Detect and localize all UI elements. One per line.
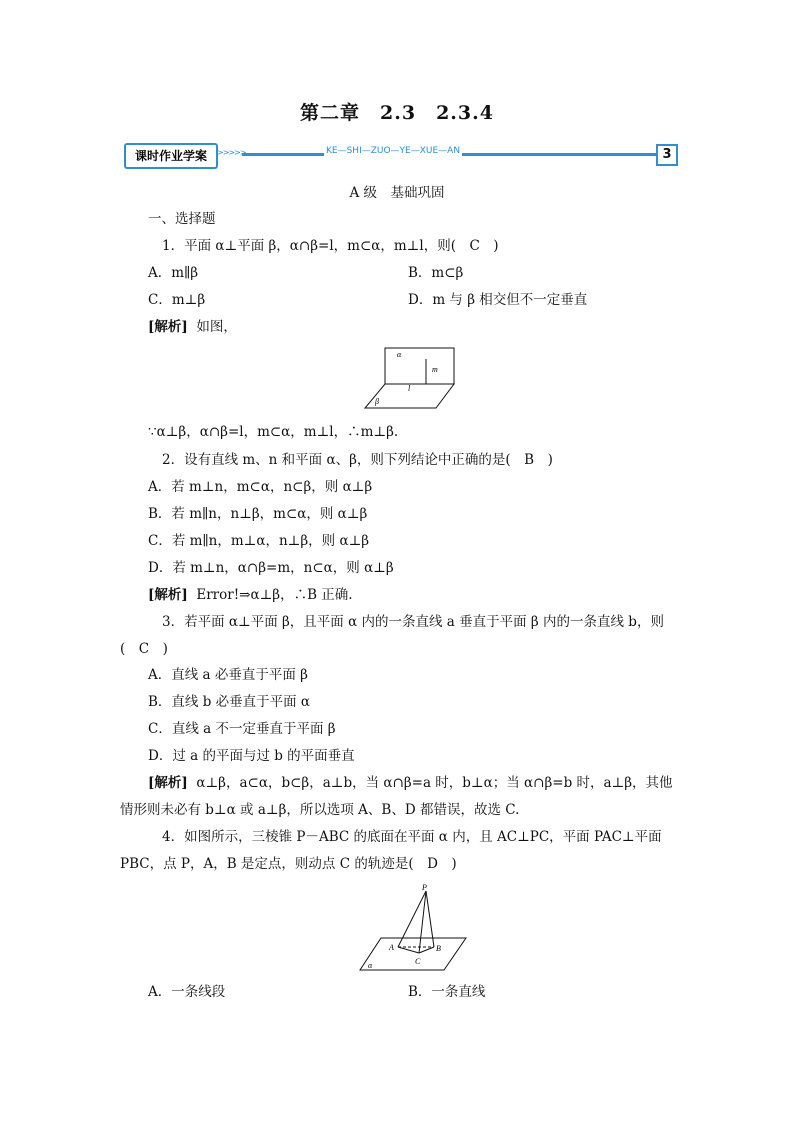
analysis-tag: [解析] bbox=[148, 775, 188, 791]
q1-figure bbox=[360, 345, 480, 411]
banner-label: 课时作业学案 bbox=[124, 143, 218, 169]
section-banner bbox=[124, 140, 680, 170]
q3-analysis-line2: 情形则未必有 b⊥α 或 a⊥β，所以选项 A、B、D 都错误，故选 C. bbox=[120, 802, 520, 818]
q3-option-c: C．直线 a 不一定垂直于平面 β bbox=[148, 721, 336, 737]
q3-option-a: A．直线 a 必垂直于平面 β bbox=[148, 667, 308, 683]
fig-label-c: C bbox=[415, 957, 421, 966]
q1-option-b: B．m⊂β bbox=[408, 265, 464, 281]
q1-option-a: A．m∥β bbox=[148, 265, 199, 281]
fig-label-m: m bbox=[432, 365, 438, 374]
q4-stem-line2: PBC，点 P，A，B 是定点，则动点 C 的轨迹是( D ) bbox=[120, 856, 457, 872]
q4-option-b: B．一条直线 bbox=[408, 984, 486, 1000]
q4-figure bbox=[356, 880, 468, 974]
analysis-tag: [解析] bbox=[148, 587, 188, 603]
q1-option-d: D．m 与 β 相交但不一定垂直 bbox=[408, 292, 588, 308]
q3-option-d: D．过 a 的平面与过 b 的平面垂直 bbox=[148, 748, 355, 764]
analysis-text: 如图， bbox=[196, 319, 237, 335]
level-heading: A 级 基础巩固 bbox=[349, 185, 445, 201]
q1-option-c: C．m⊥β bbox=[148, 292, 206, 308]
fig-label-p: P bbox=[422, 883, 427, 892]
banner-pinyin: KE—SHI—ZUO—YE—XUE—AN bbox=[326, 146, 461, 156]
part-heading: 一、选择题 bbox=[148, 211, 216, 227]
q4-option-a: A．一条线段 bbox=[148, 984, 226, 1000]
analysis-text: α⊥β，a⊂α，b⊂β，a⊥b，当 α∩β=a 时，b⊥α；当 α∩β=b 时，a⊥β，其他 bbox=[196, 775, 673, 791]
q3-stem-line2: ( C ) bbox=[120, 641, 168, 657]
banner-number: 3 bbox=[656, 144, 678, 166]
fig-label-alpha: α bbox=[368, 961, 373, 970]
q1-stem: 1．平面 α⊥平面 β，α∩β=l，m⊂α，m⊥l，则( C ) bbox=[162, 238, 499, 254]
q3-option-b: B．直线 b 必垂直于平面 α bbox=[148, 694, 311, 710]
q2-option-d: D．若 m⊥n，α∩β=m，n⊂α，则 α⊥β bbox=[148, 560, 394, 576]
q1-analysis bbox=[148, 318, 237, 336]
analysis-tag: [解析] bbox=[148, 319, 188, 335]
page-title: 第二章 2.3 2.3.4 bbox=[300, 102, 494, 124]
q1-conclusion: ∵α⊥β，α∩β=l，m⊂α，m⊥l，∴m⊥β. bbox=[148, 424, 399, 440]
q3-stem-line1: 3．若平面 α⊥平面 β，且平面 α 内的一条直线 a 垂直于平面 β 内的一条直线 b，则 bbox=[162, 614, 664, 630]
fig-label-a: A bbox=[389, 943, 394, 952]
analysis-text: Error!⇒α⊥β，∴B 正确. bbox=[196, 587, 353, 603]
q2-analysis bbox=[148, 586, 353, 604]
q2-stem: 2．设有直线 m、n 和平面 α、β，则下列结论中正确的是( B ) bbox=[162, 452, 553, 468]
fig-label-l: l bbox=[408, 384, 411, 393]
banner-arrows: >>>>> bbox=[217, 148, 246, 157]
q2-option-c: C．若 m∥n，m⊥α，n⊥β，则 α⊥β bbox=[148, 533, 370, 549]
q4-stem-line1: 4．如图所示，三棱锥 P－ABC 的底面在平面 α 内，且 AC⊥PC，平面 PAC⊥平面 bbox=[162, 829, 662, 845]
fig-label-beta: β bbox=[375, 397, 379, 406]
q2-option-a: A．若 m⊥n，m⊂α，n⊂β，则 α⊥β bbox=[148, 479, 373, 495]
fig-label-alpha: α bbox=[397, 350, 402, 359]
q2-option-b: B．若 m∥n，n⊥β，m⊂α，则 α⊥β bbox=[148, 506, 368, 522]
fig-label-b: B bbox=[436, 944, 441, 953]
q3-analysis-line1 bbox=[148, 774, 673, 792]
